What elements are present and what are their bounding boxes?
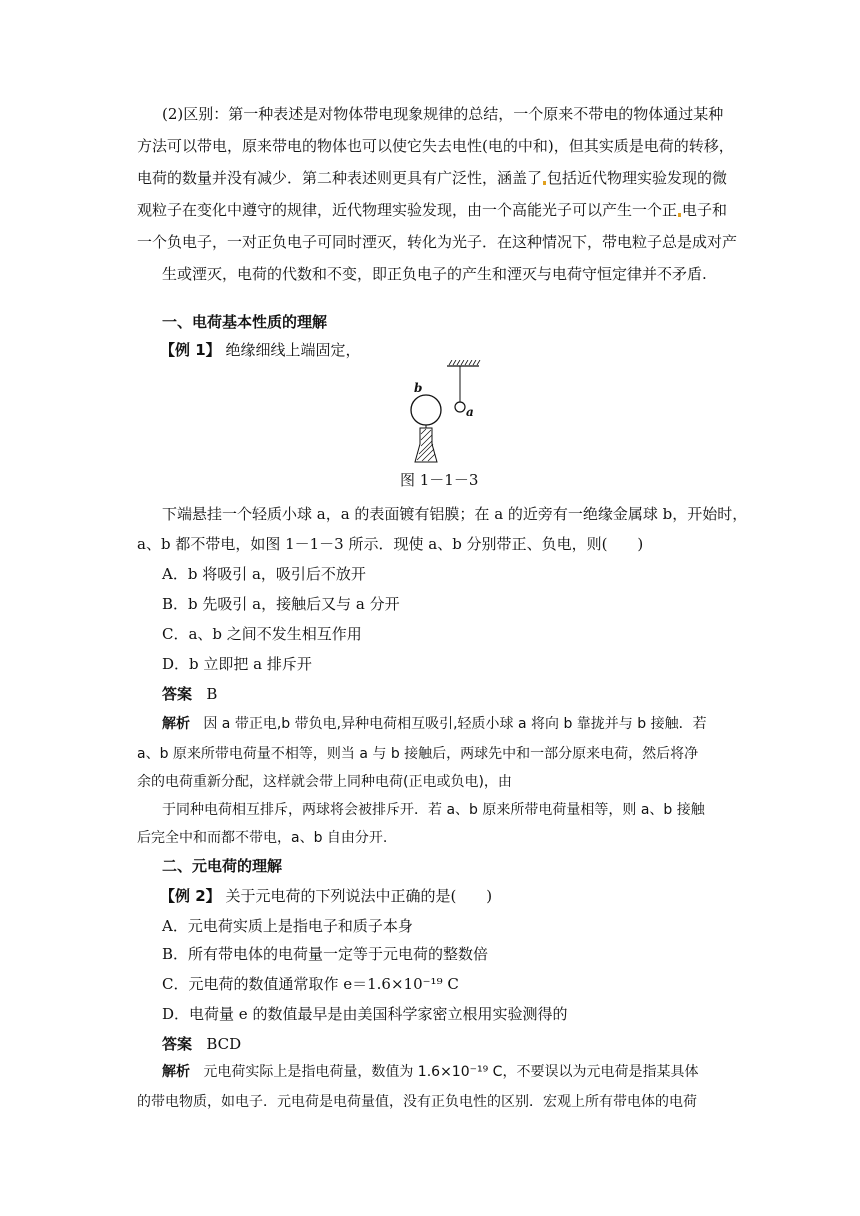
section-heading-2: 二、元电荷的理解 (162, 857, 283, 875)
answer-1 (162, 684, 217, 704)
figure-label-b: b (414, 381, 423, 395)
example-tag: 【例 1】 (160, 341, 221, 359)
edit-mark-icon (543, 181, 546, 185)
answer-value: BCD (206, 1035, 242, 1053)
analysis-2-line-2: 的带电物质，如电子．元电荷是电荷量值，没有正负电性的区别．宏观上所有带电体的电荷 (137, 1094, 697, 1110)
analysis-label: 解析 (162, 716, 190, 732)
example-1-stem-3: a、b 都不带电，如图 1－1－3 所示．现使 a、b 分别带正、负电，则( ) (137, 535, 644, 553)
analysis-1-line-1: 解析 因 a 带正电,b 带负电,异种电荷相互吸引,轻质小球 a 将向 b 靠拢并与 b 接触．若 (162, 716, 707, 732)
analysis-2-line-1: 解析 元电荷实际上是指电荷量，数值为 1.6×10⁻¹⁹ C，不要误以为元电荷是指某具体 (162, 1064, 699, 1080)
intro-line-4: 观粒子在变化中遵守的规律，近代物理实验发现，由一个高能光子可以产生一个正 电子和 (137, 201, 728, 219)
intro-line-5: 一个负电子，一对正负电子可同时湮灭，转化为光子．在这种情况下，带电粒子总是成对产 (137, 233, 738, 251)
intro-line-2: 方法可以带电，原来带电的物体也可以使它失去电性(电的中和)，但其实质是电荷的转移， (137, 137, 734, 155)
analysis-1-line-2: a、b 原来所带电荷量不相等，则当 a 与 b 接触后，两球先中和一部分原来电荷，然后将净 (137, 746, 699, 762)
edit-mark-icon (678, 213, 681, 217)
option-d: D．b 立即把 a 排斥开 (162, 655, 312, 673)
figure-label-a: a (466, 405, 474, 419)
analysis-1-line-5: 后完全中和而都不带电，a、b 自由分开. (137, 830, 388, 846)
answer-2 (162, 1034, 241, 1054)
option-b: B．b 先吸引 a，接触后又与 a 分开 (162, 595, 400, 613)
example-1-stem: 【例 1】 绝缘细线上端固定， (160, 341, 361, 359)
intro-line-1: (2)区别：第一种表述是对物体带电现象规律的总结，一个原来不带电的物体通过某种 (162, 105, 724, 123)
example-tag: 【例 2】 (160, 887, 221, 905)
option-b: B．所有带电体的电荷量一定等于元电荷的整数倍 (162, 945, 489, 963)
option-d: D．电荷量 e 的数值最早是由美国科学家密立根用实验测得的 (162, 1005, 568, 1023)
figure-1-1-3 (395, 360, 495, 465)
option-a: A．元电荷实质上是指电子和质子本身 (162, 917, 413, 935)
answer-value: B (206, 685, 218, 703)
analysis-1-line-3: 余的电荷重新分配，这样就会带上同种电荷(正电或负电)，由 (137, 774, 512, 790)
intro-line-3: 电荷的数量并没有减少．第二种表述则更具有广泛性，涵盖了 包括近代物理实验发现的微 (137, 169, 728, 187)
answer-label: 答案 (162, 685, 193, 703)
option-c: C．元电荷的数值通常取作 e＝1.6×10⁻¹⁹ C (162, 975, 459, 993)
intro-line-6: 生或湮灭，电荷的代数和不变，即正负电子的产生和湮灭与电荷守恒定律并不矛盾. (162, 265, 707, 283)
answer-label: 答案 (162, 1035, 193, 1053)
option-a: A．b 将吸引 a，吸引后不放开 (162, 565, 366, 583)
example-1-stem-2: 下端悬挂一个轻质小球 a，a 的表面镀有铝膜；在 a 的近旁有一绝缘金属球 b，开始时， (162, 505, 748, 523)
figure-caption: 图 1－1－3 (400, 471, 479, 489)
option-c: C．a、b 之间不发生相互作用 (162, 625, 362, 643)
section-heading-1: 一、电荷基本性质的理解 (162, 313, 328, 331)
analysis-1-line-4: 于同种电荷相互排斥，两球将会被排斥开．若 a、b 原来所带电荷量相等，则 a、b 接触 (162, 802, 705, 818)
example-2-stem: 【例 2】 关于元电荷的下列说法中正确的是( ) (160, 887, 493, 905)
analysis-label: 解析 (162, 1064, 190, 1080)
